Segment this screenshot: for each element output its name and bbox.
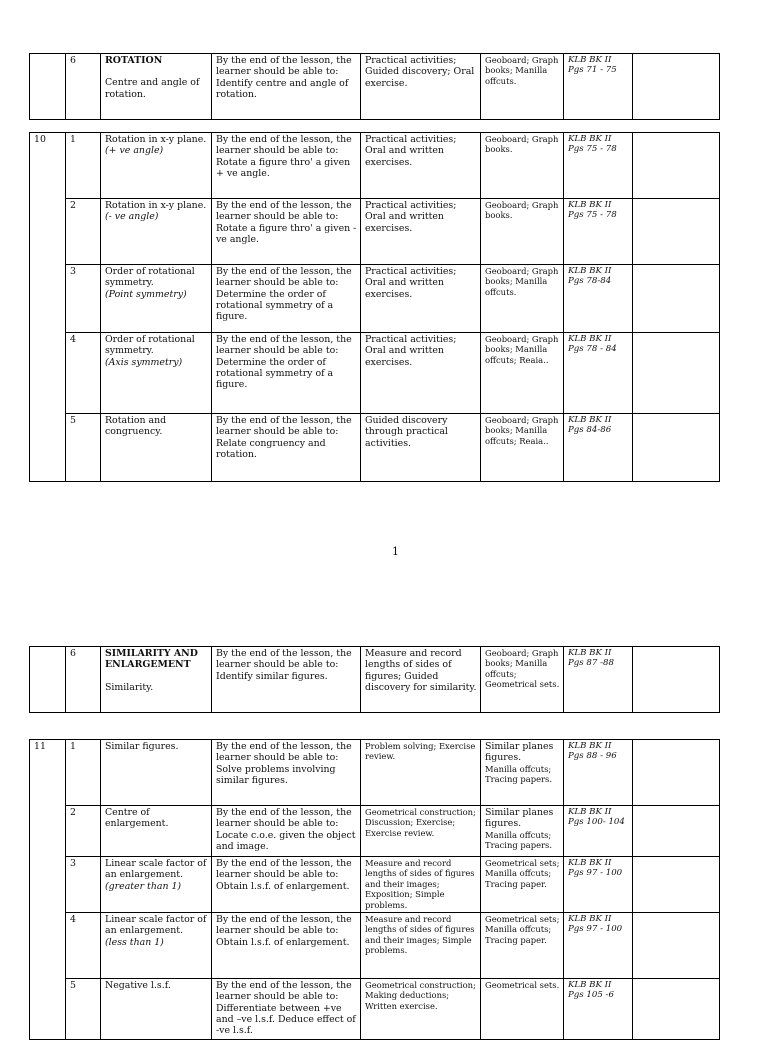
resources-cell: Geometrical sets; Manilla offcuts; Tracing paper. xyxy=(481,857,564,913)
topic-cell xyxy=(101,333,212,414)
activities-cell: Practical activities; Oral and written exercises. xyxy=(361,333,481,414)
reference-cell: KLB BK II Pgs 78 - 84 xyxy=(564,333,633,414)
resources-cell xyxy=(481,740,564,806)
scheme-table-4 xyxy=(29,739,720,1040)
topic-cell xyxy=(101,740,212,806)
table-row xyxy=(30,913,720,979)
table-row xyxy=(30,806,720,857)
remarks-cell xyxy=(633,806,720,857)
topic-cell xyxy=(101,857,212,913)
table-row xyxy=(30,265,720,333)
remarks-cell xyxy=(633,199,720,265)
table-row xyxy=(30,647,720,713)
reference-cell: KLB BK II Pgs 87 -88 xyxy=(564,647,633,713)
resources-cell: Geoboard; Graph books; Manilla offcuts; Reaia.. xyxy=(481,333,564,414)
objective-cell: By the end of the lesson, the learner should be able to: Obtain l.s.f. of enlargement. xyxy=(212,857,361,913)
objective-cell: By the end of the lesson, the learner should be able to: Differentiate between +ve and –ve l.s.f. Deduce effect of -ve l.s.f. xyxy=(212,979,361,1039)
reference-cell: KLB BK II Pgs 88 - 96 xyxy=(564,740,633,806)
remarks-cell xyxy=(633,913,720,979)
resources-cell: Geoboard; Graph books. xyxy=(481,133,564,199)
lesson-cell: 2 xyxy=(66,806,101,857)
lesson-cell: 1 xyxy=(66,133,101,199)
subtopic-note: (- ve angle) xyxy=(105,211,159,223)
week-cell: 10 xyxy=(30,133,66,482)
topic-title: SIMILARITY AND ENLARGEMENT xyxy=(105,648,198,671)
remarks-cell xyxy=(633,647,720,713)
remarks-cell xyxy=(633,333,720,414)
lesson-cell: 1 xyxy=(66,740,101,806)
table-row xyxy=(30,333,720,414)
remarks-cell xyxy=(633,54,720,120)
resources-list: Manilla offcuts; Tracing papers. xyxy=(485,763,553,784)
activities-cell: Measure and record lengths of sides of figures; Guided discovery for similarity. xyxy=(361,647,481,713)
topic-cell xyxy=(101,647,212,713)
table-row xyxy=(30,857,720,913)
subtopic-note: (+ ve angle) xyxy=(105,145,164,157)
activities-cell: Measure and record lengths of sides of figures and their images; Simple problems. xyxy=(361,913,481,979)
objective-cell: By the end of the lesson, the learner should be able to: Rotate a figure thro' a given -ve angle. xyxy=(212,199,361,265)
activities-cell: Geometrical construction; Discussion; Exercise; Exercise review. xyxy=(361,806,481,857)
subtopic-note: (Axis symmetry) xyxy=(105,356,183,368)
topic-cell xyxy=(101,414,212,482)
reference-cell: KLB BK II Pgs 105 -6 xyxy=(564,979,633,1039)
lesson-cell: 3 xyxy=(66,265,101,333)
activities-cell: Practical activities; Oral and written exercises. xyxy=(361,265,481,333)
week-cell xyxy=(30,647,66,713)
resources-lead: Similar planes figures. xyxy=(485,807,554,830)
subtopic: Centre and angle of rotation. xyxy=(105,77,200,100)
topic-cell xyxy=(101,265,212,333)
remarks-cell xyxy=(633,740,720,806)
topic-cell xyxy=(101,913,212,979)
activities-cell: Practical activities; Oral and written exercises. xyxy=(361,133,481,199)
subtopic: Order of rotational symmetry. xyxy=(105,266,195,289)
reference-cell: KLB BK II Pgs 97 - 100 xyxy=(564,913,633,979)
lesson-cell: 3 xyxy=(66,857,101,913)
lesson-cell: 5 xyxy=(66,414,101,482)
lesson-cell: 4 xyxy=(66,913,101,979)
resources-cell: Geoboard; Graph books; Manilla offcuts; Geometrical sets. xyxy=(481,647,564,713)
lesson-cell: 4 xyxy=(66,333,101,414)
reference-cell: KLB BK II Pgs 84-86 xyxy=(564,414,633,482)
activities-cell: Measure and record lengths of sides of figures and their images; Exposition; Simple problems. xyxy=(361,857,481,913)
activities-cell: Problem solving; Exercise review. xyxy=(361,740,481,806)
objective-cell: By the end of the lesson, the learner should be able to: Determine the order of rotational symmetry of a figure. xyxy=(212,265,361,333)
subtopic: Negative l.s.f. xyxy=(105,980,171,992)
lesson-cell: 5 xyxy=(66,979,101,1039)
objective-cell: By the end of the lesson, the learner should be able to: Relate congruency and rotation. xyxy=(212,414,361,482)
activities-cell: Practical activities; Oral and written exercises. xyxy=(361,199,481,265)
week-cell: 11 xyxy=(30,740,66,1040)
subtopic-note: (greater than 1) xyxy=(105,880,182,892)
reference-cell: KLB BK II Pgs 71 - 75 xyxy=(564,54,633,120)
subtopic: Centre of enlargement. xyxy=(105,807,169,830)
reference-cell: KLB BK II Pgs 75 - 78 xyxy=(564,199,633,265)
subtopic: Linear scale factor of an enlargement. xyxy=(105,914,207,937)
topic-cell xyxy=(101,133,212,199)
subtopic: Similar figures. xyxy=(105,741,179,752)
week-cell xyxy=(30,54,66,120)
scheme-table-3 xyxy=(29,646,720,713)
lesson-cell: 2 xyxy=(66,199,101,265)
scheme-table-2 xyxy=(29,132,720,482)
remarks-cell xyxy=(633,414,720,482)
resources-cell: Geoboard; Graph books; Manilla offcuts. xyxy=(481,265,564,333)
remarks-cell xyxy=(633,857,720,913)
activities-cell: Geometrical construction; Making deductions; Written exercise. xyxy=(361,979,481,1039)
subtopic: Rotation in x-y plane. xyxy=(105,200,207,211)
reference-cell: KLB BK II Pgs 100- 104 xyxy=(564,806,633,857)
reference-cell: KLB BK II Pgs 75 - 78 xyxy=(564,133,633,199)
subtopic-note: (less than 1) xyxy=(105,936,164,948)
objective-cell: By the end of the lesson, the learner should be able to: Obtain l.s.f. of enlargement. xyxy=(212,913,361,979)
reference-cell: KLB BK II Pgs 97 - 100 xyxy=(564,857,633,913)
resources-cell xyxy=(481,806,564,857)
subtopic: Rotation and congruency. xyxy=(105,415,167,438)
table-row xyxy=(30,979,720,1039)
table-row xyxy=(30,199,720,265)
activities-cell: Guided discovery through practical activities. xyxy=(361,414,481,482)
resources-cell: Geometrical sets; Manilla offcuts; Tracing paper. xyxy=(481,913,564,979)
lesson-cell: 6 xyxy=(66,647,101,713)
topic-cell xyxy=(101,199,212,265)
objective-cell: By the end of the lesson, the learner should be able to: Identify similar figures. xyxy=(212,647,361,713)
resources-list: Manilla offcuts; Tracing papers. xyxy=(485,829,553,850)
remarks-cell xyxy=(633,979,720,1039)
table-row xyxy=(30,133,720,199)
table-row xyxy=(30,740,720,806)
objective-cell: By the end of the lesson, the learner should be able to: Rotate a figure thro' a given + ve angle. xyxy=(212,133,361,199)
topic-cell xyxy=(101,979,212,1039)
resources-cell: Geoboard; Graph books; Manilla offcuts. xyxy=(481,54,564,120)
scheme-table-1 xyxy=(29,53,720,120)
subtopic: Linear scale factor of an enlargement. xyxy=(105,858,207,881)
objective-cell: By the end of the lesson, the learner should be able to: Solve problems involving similar figures. xyxy=(212,740,361,806)
activities-cell: Practical activities; Guided discovery; Oral exercise. xyxy=(361,54,481,120)
remarks-cell xyxy=(633,133,720,199)
resources-lead: Similar planes figures. xyxy=(485,741,554,764)
objective-cell: By the end of the lesson, the learner should be able to: Identify centre and angle of rotation. xyxy=(212,54,361,120)
reference-cell: KLB BK II Pgs 78-84 xyxy=(564,265,633,333)
lesson-cell: 6 xyxy=(66,54,101,120)
subtopic: Rotation in x-y plane. xyxy=(105,134,207,145)
page-number: 1 xyxy=(392,545,399,558)
resources-cell: Geoboard; Graph books. xyxy=(481,199,564,265)
subtopic-note: (Point symmetry) xyxy=(105,288,187,300)
topic-cell xyxy=(101,806,212,857)
table-row xyxy=(30,414,720,482)
topic-cell xyxy=(101,54,212,120)
table-row xyxy=(30,54,720,120)
remarks-cell xyxy=(633,265,720,333)
resources-cell: Geometrical sets. xyxy=(481,979,564,1039)
objective-cell: By the end of the lesson, the learner should be able to: Locate c.o.e. given the object and image. xyxy=(212,806,361,857)
objective-cell: By the end of the lesson, the learner should be able to: Determine the order of rotational symmetry of a figure. xyxy=(212,333,361,414)
subtopic: Similarity. xyxy=(105,681,154,693)
topic-title: ROTATION xyxy=(105,55,163,66)
resources-cell: Geoboard; Graph books; Manilla offcuts; Reaia.. xyxy=(481,414,564,482)
subtopic: Order of rotational symmetry. xyxy=(105,334,195,357)
